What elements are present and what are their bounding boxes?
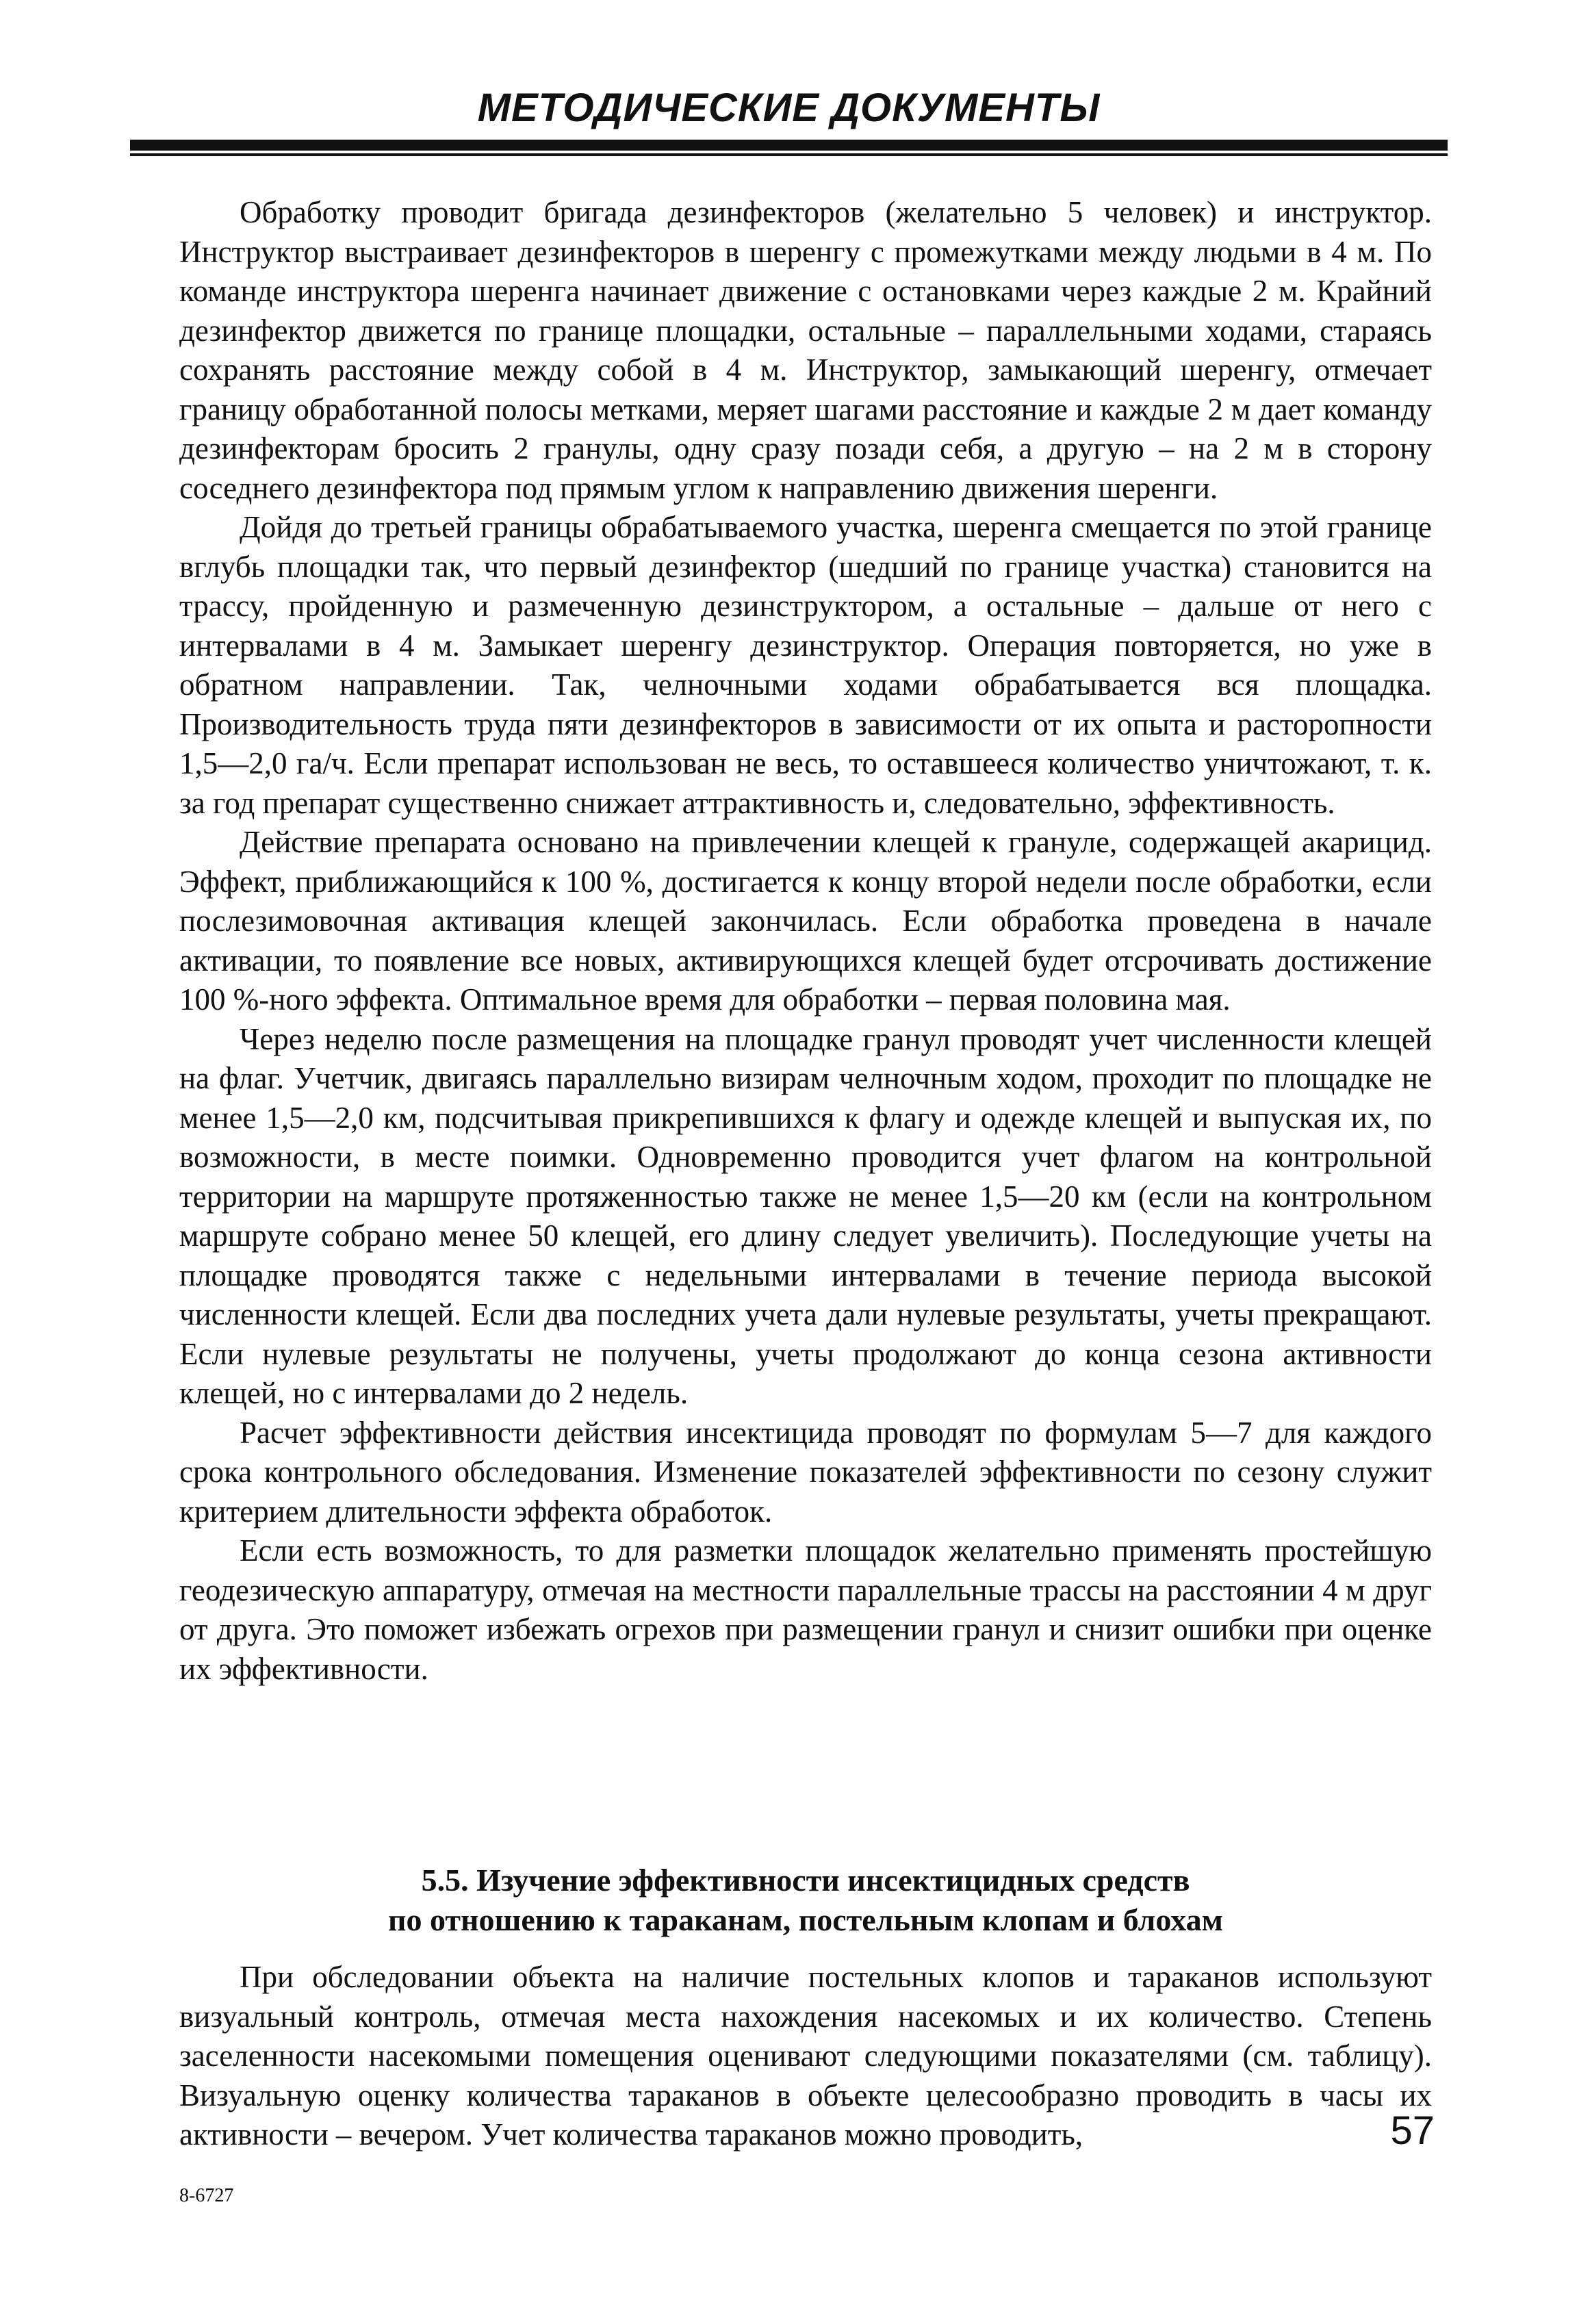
paragraph: Через неделю после размещения на площадке гранул проводят учет численности клещей на флаг. Учетчик, двигаясь параллельно визирам челночным ходом, проходит по площадке не менее 1,5—2,0 км, подсчитывая прикрепившихся к флагу и одежде клещей и выпуская их, по возможности, в месте поимки. Одновременно проводится учет флагом на контрольной территории на маршруте протяженностью также не менее 1,5—20 км (если на контрольном маршруте собрано менее 50 клещей, его длину следует увеличить). Последующие учеты на площадке проводятся также с недельными интервалами в течение периода высокой численности клещей. Если два последних учета дали нулевые результаты, учеты прекращают. Если нулевые результаты не получены, учеты продолжают до конца сезона активности клещей, но с интервалами до 2 недель. (179, 1021, 1432, 1410)
paragraph: Расчет эффективности действия инсектицида проводят по формулам 5—7 для каждого срока контрольного обследования. Изменение показателей эффективности по сезону служит критерием длительности эффекта обработок. (179, 1415, 1432, 1529)
paragraph: Дойдя до третьей границы обрабатываемого участка, шеренга смещается по этой границе вглубь площадки так, что первый дезинфектор (шедший по границе участка) становится на трассу, пройденную и размеченную дезинструктором, а остальные – дальше от него с интервалами в 4 м. Замыкает шеренгу дезинструктор. Операция повторяется, но уже в обратном направлении. Так, челночными ходами обрабатывается вся площадка. Производительность труда пяти дезинфекторов в зависимости от их опыта и расторопности 1,5—2,0 га/ч. Если препарат использован не весь, то оставшееся количество уничтожают, т. к. за год препарат существенно снижает аттрактивность и, следовательно, эффективность. (179, 510, 1432, 820)
paragraph: Действие препарата основано на привлечении клещей к грануле, содержащей акарицид. Эффект, приближающийся к 100 %, достигается к концу второй недели после обработки, если послезимовочная активация клещей закончилась. Если обработка проведена в начале активации, то появление все новых, активирующихся клещей будет отсрочивать достижение 100 %-ного эффекта. Оптимальное время для обработки – первая половина мая. (179, 825, 1432, 1017)
running-header: МЕТОДИЧЕСКИЕ ДОКУМЕНТЫ (477, 86, 1101, 130)
printer-signature: 8-6727 (179, 2185, 234, 2206)
body-text (179, 193, 1432, 1689)
section-heading-line: 5.5. Изучение эффективности инсектицидных средств (421, 1863, 1190, 1898)
paragraph: Обработку проводит бригада дезинфекторов (желательно 5 человек) и инструктор. Инструктор выстраивает дезинфекторов в шеренгу с промежутками между людьми в 4 м. По команде инструктора шеренга начинает движение с остановками через каждые 2 м. Крайний дезинфектор движется по границе площадки, остальные – параллельными ходами, стараясь сохранять расстояние между собой в 4 м. Инструктор, замыкающий шеренгу, отмечает границу обработанной полосы метками, меряет шагами расстояние и каждые 2 м дает команду дезинфекторам бросить 2 гранулы, одну сразу позади себя, а другую – на 2 м в сторону соседнего дезинфектора под прямым углом к направлению движения шеренги. (179, 195, 1432, 505)
header-rule-thick (130, 140, 1448, 151)
paragraph: Если есть возможность, то для разметки площадок желательно применять простейшую геодезическую аппаратуру, отмечая на местности параллельные трассы на расстоянии 4 м друг от друга. Это поможет избежать огрехов при размещении гранул и снизит ошибки при оценке их эффективности. (179, 1533, 1432, 1686)
section-heading-line: по отношению к тараканам, постельным клопам и блохам (387, 1902, 1223, 1937)
page-number: 57 (1390, 2108, 1435, 2153)
paragraph: При обследовании объекта на наличие постельных клопов и тараканов используют визуальный контроль, отмечая места нахождения насекомых и их количество. Степень заселенности насекомыми помещения оценивают следующими показателями (см. таблицу). Визуальную оценку количества тараканов в объекте целесообразно проводить в часы их активности – вечером. Учет количества тараканов можно проводить, (179, 1960, 1432, 2151)
section-heading (179, 1861, 1432, 1940)
section-body-text (179, 1958, 1432, 2155)
header-rule-thin (130, 153, 1448, 156)
